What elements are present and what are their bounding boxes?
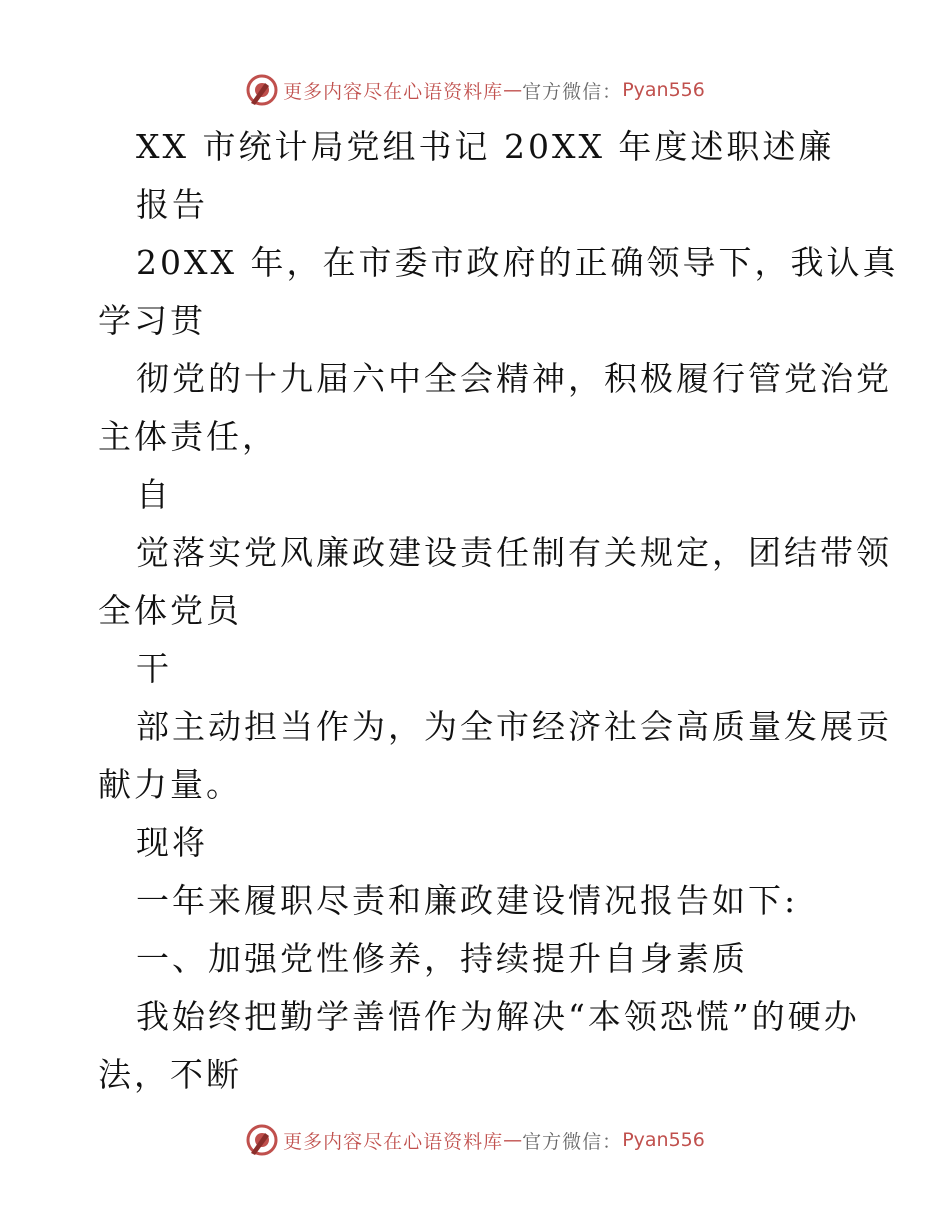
- text-line: 彻党的十九届六中全会精神，积极履行管党治党: [136, 359, 892, 398]
- text-line: 自: [136, 475, 172, 514]
- text-line: 部主动担当作为，为全市经济社会高质量发展贡: [136, 707, 892, 746]
- watermark-id: Pyan556: [622, 1129, 705, 1151]
- text-line: 法，不断: [98, 1055, 242, 1094]
- text-line: 一、加强党性修养，持续提升自身素质: [136, 939, 748, 978]
- text-line: 学习贯: [98, 301, 206, 340]
- text-line: 主体责任，: [98, 417, 278, 456]
- watermark-dash: —: [503, 1129, 523, 1151]
- text-line: 献力量。: [98, 765, 242, 804]
- pen-logo-icon: [245, 73, 279, 107]
- footer-watermark: [0, 1120, 950, 1160]
- text-line: 报告: [136, 185, 208, 224]
- text-line: 一年来履职尽责和廉政建设情况报告如下:: [136, 881, 799, 920]
- text-line: 现将: [136, 823, 208, 862]
- watermark-main-text: 更多内容尽在心语资料库: [283, 1130, 504, 1153]
- text-line: 干: [136, 649, 172, 688]
- text-line: 我始终把勤学善悟作为解决“本领恐慌”的硬办: [136, 997, 860, 1036]
- watermark-main-text: 更多内容尽在心语资料库: [283, 80, 504, 103]
- text-line: 20XX 年，在市委市政府的正确领导下，我认真: [136, 243, 899, 282]
- watermark-sub-text: 官方微信：: [522, 80, 623, 103]
- header-watermark: [0, 70, 950, 110]
- text-line: XX 市统计局党组书记 20XX 年度述职述廉: [136, 127, 835, 166]
- watermark-id: Pyan556: [622, 79, 705, 101]
- text-line: 全体党员: [98, 591, 242, 630]
- watermark-dash: —: [503, 79, 523, 101]
- watermark-sub-text: 官方微信：: [522, 1130, 623, 1153]
- pen-logo-icon: [245, 1123, 279, 1157]
- document-body: [98, 118, 899, 1104]
- text-line: 觉落实党风廉政建设责任制有关规定，团结带领: [136, 533, 892, 572]
